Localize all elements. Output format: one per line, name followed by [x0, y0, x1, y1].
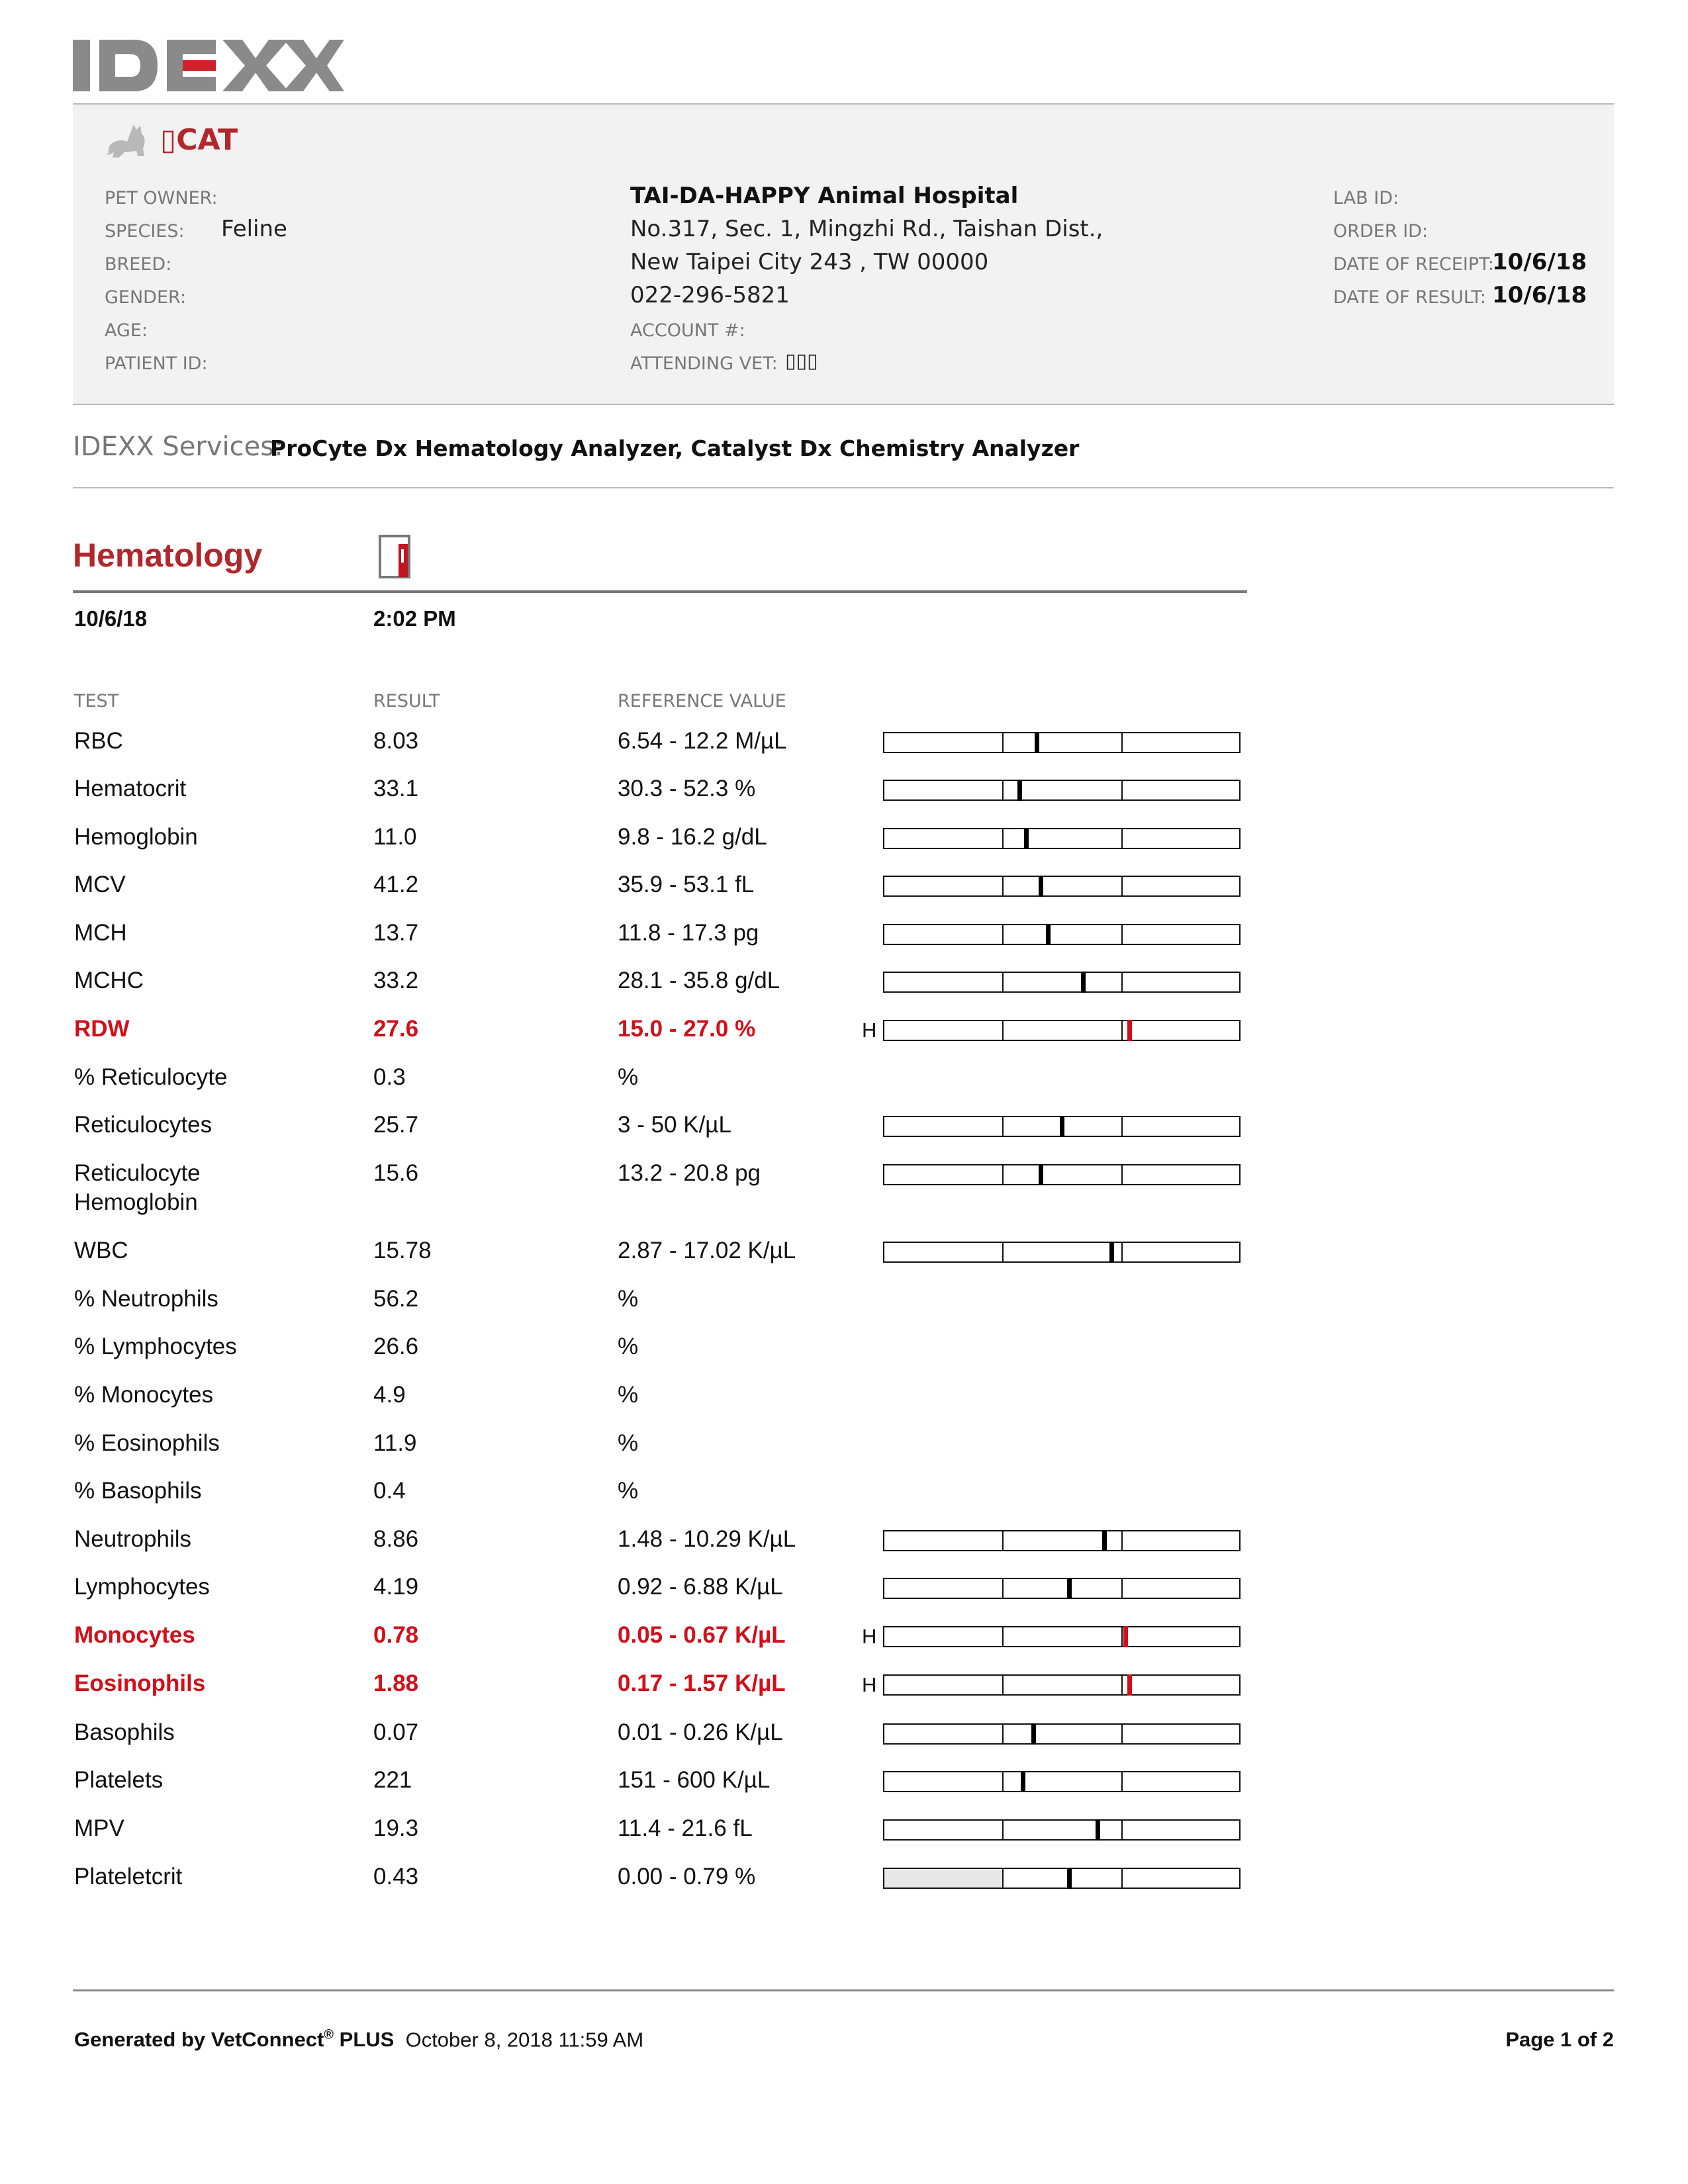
services-value: ProCyte Dx Hematology Analyzer, Catalyst Dx Chemistry Analyzer: [270, 435, 1080, 461]
test-name: Neutrophils: [74, 1526, 192, 1552]
gauge-divider: [1121, 1676, 1123, 1694]
gauge-divider: [1002, 1627, 1004, 1646]
result-row: [0, 1111, 1688, 1150]
gauge-divider: [1121, 1117, 1123, 1136]
gauge-marker: [1127, 1020, 1132, 1041]
clinic-phone: 022-296-5821: [630, 282, 790, 308]
gauge-marker: [1127, 1674, 1132, 1696]
gauge-divider: [1121, 1627, 1123, 1646]
column-header-reference: REFERENCE VALUE: [618, 691, 786, 711]
result-row: [0, 1332, 1688, 1372]
test-name: % Basophils: [74, 1478, 202, 1504]
result-row: [0, 1015, 1688, 1054]
test-result: 0.78: [373, 1622, 419, 1648]
result-row: [0, 1477, 1688, 1516]
result-row: [0, 1236, 1688, 1276]
gauge-divider: [1002, 925, 1004, 944]
range-gauge: [883, 1868, 1241, 1889]
result-row: [0, 1669, 1688, 1709]
gauge-divider: [1121, 1243, 1123, 1261]
range-gauge: [883, 1578, 1241, 1599]
reference-range: 3 - 50 K/µL: [618, 1112, 731, 1138]
gauge-marker: [1109, 1242, 1114, 1263]
clinic-address-line2: New Taipei City 243 , TW 00000: [630, 249, 989, 275]
gauge-divider: [1002, 1869, 1004, 1888]
test-result: 41.2: [373, 872, 419, 897]
gauge-divider: [1002, 1165, 1004, 1184]
species-label: SPECIES:: [105, 221, 185, 242]
gauge-divider: [1002, 1021, 1004, 1040]
gauge-marker: [1102, 1530, 1107, 1551]
test-result: 4.9: [373, 1382, 406, 1408]
reference-range: 11.8 - 17.3 pg: [618, 920, 759, 946]
gauge-divider: [1002, 973, 1004, 991]
reference-range: %: [618, 1478, 639, 1504]
test-result: 27.6: [373, 1016, 419, 1042]
gauge-divider: [1002, 1676, 1004, 1694]
gauge-marker: [1039, 1164, 1043, 1185]
date-of-receipt-value: 10/6/18: [1492, 249, 1587, 275]
reference-range: 28.1 - 35.8 g/dL: [618, 968, 780, 993]
run-time: 2:02 PM: [373, 606, 456, 631]
range-gauge: [883, 1723, 1241, 1745]
age-label: AGE:: [105, 320, 148, 341]
result-row: [0, 870, 1688, 910]
test-name: Plateletcrit: [74, 1864, 183, 1889]
gauge-divider: [1002, 1725, 1004, 1743]
range-gauge: [883, 1771, 1241, 1792]
cat-icon: [105, 119, 151, 159]
gauge-divider: [1002, 1821, 1004, 1839]
test-name: % Monocytes: [74, 1382, 214, 1408]
idexx-logo: [73, 38, 344, 93]
reference-range: %: [618, 1286, 639, 1312]
gauge-divider: [1121, 973, 1123, 991]
result-row: [0, 1862, 1688, 1902]
range-gauge: [883, 828, 1241, 849]
test-name: Lymphocytes: [74, 1574, 210, 1600]
test-name: WBC: [74, 1238, 128, 1263]
gauge-marker: [1096, 1819, 1100, 1841]
sample-tube-icon: [377, 535, 413, 580]
test-result: 8.03: [373, 728, 419, 754]
gauge-divider: [1121, 1772, 1123, 1791]
gauge-divider: [1002, 829, 1004, 848]
patient-id-label: PATIENT ID:: [105, 353, 208, 374]
high-flag: H: [862, 1019, 877, 1042]
gauge-divider: [1002, 1117, 1004, 1136]
test-result: 25.7: [373, 1112, 419, 1138]
range-gauge: [883, 732, 1241, 753]
test-result: 1.88: [373, 1670, 419, 1696]
result-row: [0, 966, 1688, 1006]
test-result: 11.9: [373, 1430, 417, 1456]
range-gauge: [883, 924, 1241, 945]
run-date: 10/6/18: [74, 606, 148, 631]
gauge-marker: [1024, 828, 1029, 849]
test-name: MCH: [74, 920, 127, 946]
gauge-marker: [1067, 1578, 1072, 1599]
gauge-marker: [1067, 1868, 1072, 1889]
range-gauge: [883, 972, 1241, 993]
reference-range: %: [618, 1334, 639, 1359]
gauge-divider: [1002, 1243, 1004, 1261]
reference-range: 151 - 600 K/µL: [618, 1767, 771, 1793]
result-row: [0, 774, 1688, 814]
test-result: 33.1: [373, 776, 419, 801]
clinic-name: TAI-DA-HAPPY Animal Hospital: [630, 183, 1019, 209]
generated-date: October 8, 2018 11:59 AM: [405, 2028, 644, 2052]
test-name: Reticulocyte Hemoglobin: [74, 1160, 201, 1215]
test-result: 15.6: [373, 1160, 419, 1186]
gauge-marker: [1039, 876, 1043, 897]
section-divider: [73, 590, 1247, 593]
high-flag: H: [862, 1625, 877, 1648]
test-name: Eosinophils: [74, 1670, 206, 1696]
gauge-marker: [1017, 780, 1022, 801]
gauge-divider: [1121, 1165, 1123, 1184]
gauge-marker: [1046, 924, 1051, 945]
gauge-divider: [1121, 1821, 1123, 1839]
reference-range: 15.0 - 27.0 %: [618, 1016, 756, 1042]
test-result: 15.78: [373, 1238, 432, 1263]
gauge-marker: [1060, 1116, 1064, 1137]
patient-info-panel: [73, 105, 1614, 404]
plus-label: PLUS: [339, 2028, 395, 2052]
test-result: 11.0: [373, 824, 417, 850]
generated-prefix: Generated by VetConnect: [74, 2028, 324, 2052]
reference-range: 11.4 - 21.6 fL: [618, 1815, 753, 1841]
result-row: [0, 1159, 1688, 1215]
result-row: [0, 1718, 1688, 1758]
generated-by: [74, 2028, 643, 2052]
test-name: MCV: [74, 872, 126, 897]
range-gauge: [883, 876, 1241, 897]
test-name: % Eosinophils: [74, 1430, 220, 1456]
column-header-result: RESULT: [373, 691, 440, 711]
date-of-receipt-label: DATE OF RECEIPT:: [1333, 254, 1494, 275]
high-flag: H: [862, 1673, 877, 1696]
test-name: Reticulocytes: [74, 1112, 212, 1138]
test-name: RDW: [74, 1016, 130, 1042]
range-gauge: [883, 780, 1241, 801]
gauge-marker: [1123, 1626, 1128, 1647]
gauge-divider: [1002, 781, 1004, 799]
pet-owner-label: PET OWNER:: [105, 188, 218, 208]
test-name: % Reticulocyte: [74, 1064, 228, 1090]
gauge-marker: [1021, 1771, 1025, 1792]
test-name: % Lymphocytes: [74, 1334, 237, 1359]
result-row: [0, 823, 1688, 862]
species-value: Feline: [221, 216, 287, 242]
range-gauge: [883, 1819, 1241, 1841]
test-result: 4.19: [373, 1574, 419, 1600]
result-row: [0, 1572, 1688, 1612]
order-id-label: ORDER ID:: [1333, 221, 1429, 242]
reference-range: 9.8 - 16.2 g/dL: [618, 824, 767, 850]
test-name: MPV: [74, 1815, 124, 1841]
result-row: [0, 1766, 1688, 1805]
breed-label: BREED:: [105, 254, 172, 275]
gauge-divider: [1121, 1579, 1123, 1598]
reference-range: 0.01 - 0.26 K/µL: [618, 1719, 783, 1745]
gauge-low-zone: [884, 1869, 1002, 1888]
gauge-divider: [1121, 925, 1123, 944]
reference-range: 35.9 - 53.1 fL: [618, 872, 755, 897]
date-of-result-value: 10/6/18: [1492, 282, 1587, 308]
result-row: [0, 1381, 1688, 1420]
page-number: Page 1 of 2: [1505, 2028, 1614, 2051]
result-row: [0, 1429, 1688, 1469]
reference-range: 0.00 - 0.79 %: [618, 1864, 756, 1889]
range-gauge: [883, 1530, 1241, 1551]
gauge-divider: [1002, 1531, 1004, 1550]
range-gauge: [883, 1674, 1241, 1696]
gauge-divider: [1002, 733, 1004, 752]
result-row: [0, 1525, 1688, 1565]
attending-vet-value: ▯▯▯: [785, 349, 818, 373]
gauge-divider: [1121, 877, 1123, 895]
reference-range: 0.92 - 6.88 K/µL: [618, 1574, 783, 1600]
gauge-divider: [1121, 1869, 1123, 1888]
test-result: 0.4: [373, 1478, 406, 1504]
test-result: 13.7: [373, 920, 419, 946]
pet-name: ▯CAT: [160, 123, 238, 157]
reference-range: 0.17 - 1.57 K/µL: [618, 1670, 786, 1696]
reference-range: %: [618, 1382, 639, 1408]
test-result: 0.43: [373, 1864, 419, 1889]
test-name: Platelets: [74, 1767, 164, 1793]
gauge-divider: [1002, 877, 1004, 895]
reference-range: 2.87 - 17.02 K/µL: [618, 1238, 796, 1263]
clinic-address-line1: No.317, Sec. 1, Mingzhi Rd., Taishan Dist.,: [630, 216, 1103, 242]
gauge-marker: [1031, 1723, 1036, 1745]
result-row: [0, 727, 1688, 766]
test-result: 26.6: [373, 1334, 419, 1359]
date-of-result-label: DATE OF RESULT:: [1333, 287, 1486, 308]
test-name: % Neutrophils: [74, 1286, 218, 1312]
registered-mark: ®: [324, 2028, 334, 2042]
test-name: Basophils: [74, 1719, 175, 1745]
gauge-divider: [1121, 733, 1123, 752]
services-label: IDEXX Services:: [73, 432, 283, 462]
gauge-divider: [1002, 1579, 1004, 1598]
gauge-divider: [1121, 1725, 1123, 1743]
reference-range: 1.48 - 10.29 K/µL: [618, 1526, 796, 1552]
range-gauge: [883, 1242, 1241, 1263]
gauge-divider: [1121, 829, 1123, 848]
gauge-marker: [1081, 972, 1086, 993]
test-result: 0.3: [373, 1064, 406, 1090]
range-gauge: [883, 1020, 1241, 1041]
attending-vet-label: ATTENDING VET:: [630, 353, 778, 374]
result-row: [0, 1063, 1688, 1103]
reference-range: 30.3 - 52.3 %: [618, 776, 756, 801]
test-result: 8.86: [373, 1526, 419, 1552]
result-row: [0, 919, 1688, 958]
gauge-divider: [1121, 1531, 1123, 1550]
gauge-marker: [1035, 732, 1039, 753]
test-name: Monocytes: [74, 1622, 195, 1648]
result-row: [0, 1285, 1688, 1324]
gauge-divider: [1002, 1772, 1004, 1791]
gauge-divider: [1121, 781, 1123, 799]
test-result: 0.07: [373, 1719, 419, 1745]
test-result: 221: [373, 1767, 412, 1793]
reference-range: 13.2 - 20.8 pg: [618, 1160, 761, 1186]
column-header-test: TEST: [74, 691, 119, 711]
test-result: 56.2: [373, 1286, 419, 1312]
result-row: [0, 1621, 1688, 1661]
range-gauge: [883, 1164, 1241, 1185]
range-gauge: [883, 1626, 1241, 1647]
test-name: RBC: [74, 728, 123, 754]
test-name: Hemoglobin: [74, 824, 198, 850]
gender-label: GENDER:: [105, 287, 187, 308]
account-label: ACCOUNT #:: [630, 320, 745, 341]
reference-range: %: [618, 1064, 639, 1090]
test-name: MCHC: [74, 968, 144, 993]
range-gauge: [883, 1116, 1241, 1137]
reference-range: 6.54 - 12.2 M/µL: [618, 728, 787, 754]
section-title: Hematology: [73, 537, 263, 574]
test-name: Hematocrit: [74, 776, 187, 801]
test-result: 19.3: [373, 1815, 419, 1841]
reference-range: 0.05 - 0.67 K/µL: [618, 1622, 786, 1648]
result-row: [0, 1814, 1688, 1854]
lab-id-label: LAB ID:: [1333, 188, 1399, 208]
test-result: 33.2: [373, 968, 419, 993]
reference-range: %: [618, 1430, 639, 1456]
gauge-divider: [1121, 1021, 1123, 1040]
